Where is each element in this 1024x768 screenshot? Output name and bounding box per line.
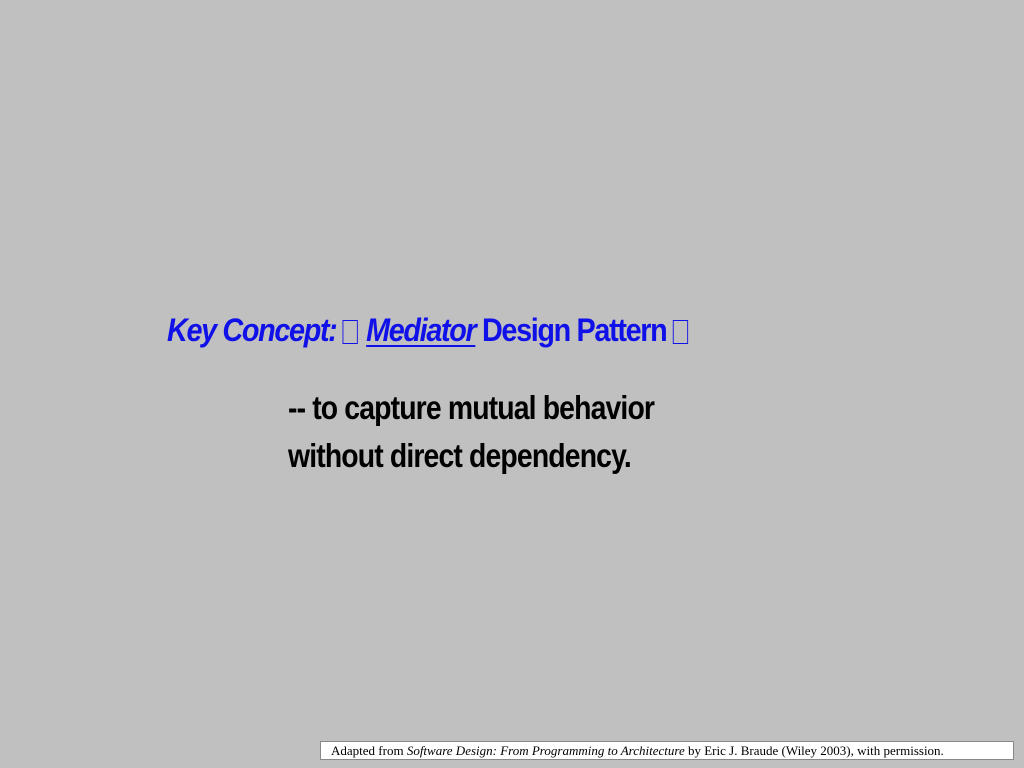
design-pattern-label: Design Pattern [481,312,667,348]
attribution-box [320,741,1014,760]
missing-glyph-icon [673,320,688,344]
missing-glyph-icon [343,320,358,344]
slide-subtitle [288,384,654,480]
subtitle-line-2: without direct dependency. [288,437,631,474]
attribution-suffix: by Eric J. Braude (Wiley 2003), with permission. [684,743,944,758]
subtitle-line-1: -- to capture mutual behavior [288,389,655,426]
slide-title [167,308,696,352]
mediator-term: Mediator [366,312,476,348]
attribution-prefix: Adapted from [331,743,407,758]
attribution-book-title: Software Design: From Programming to Architecture [406,743,685,758]
key-concept-label: Key Concept: [167,312,337,348]
